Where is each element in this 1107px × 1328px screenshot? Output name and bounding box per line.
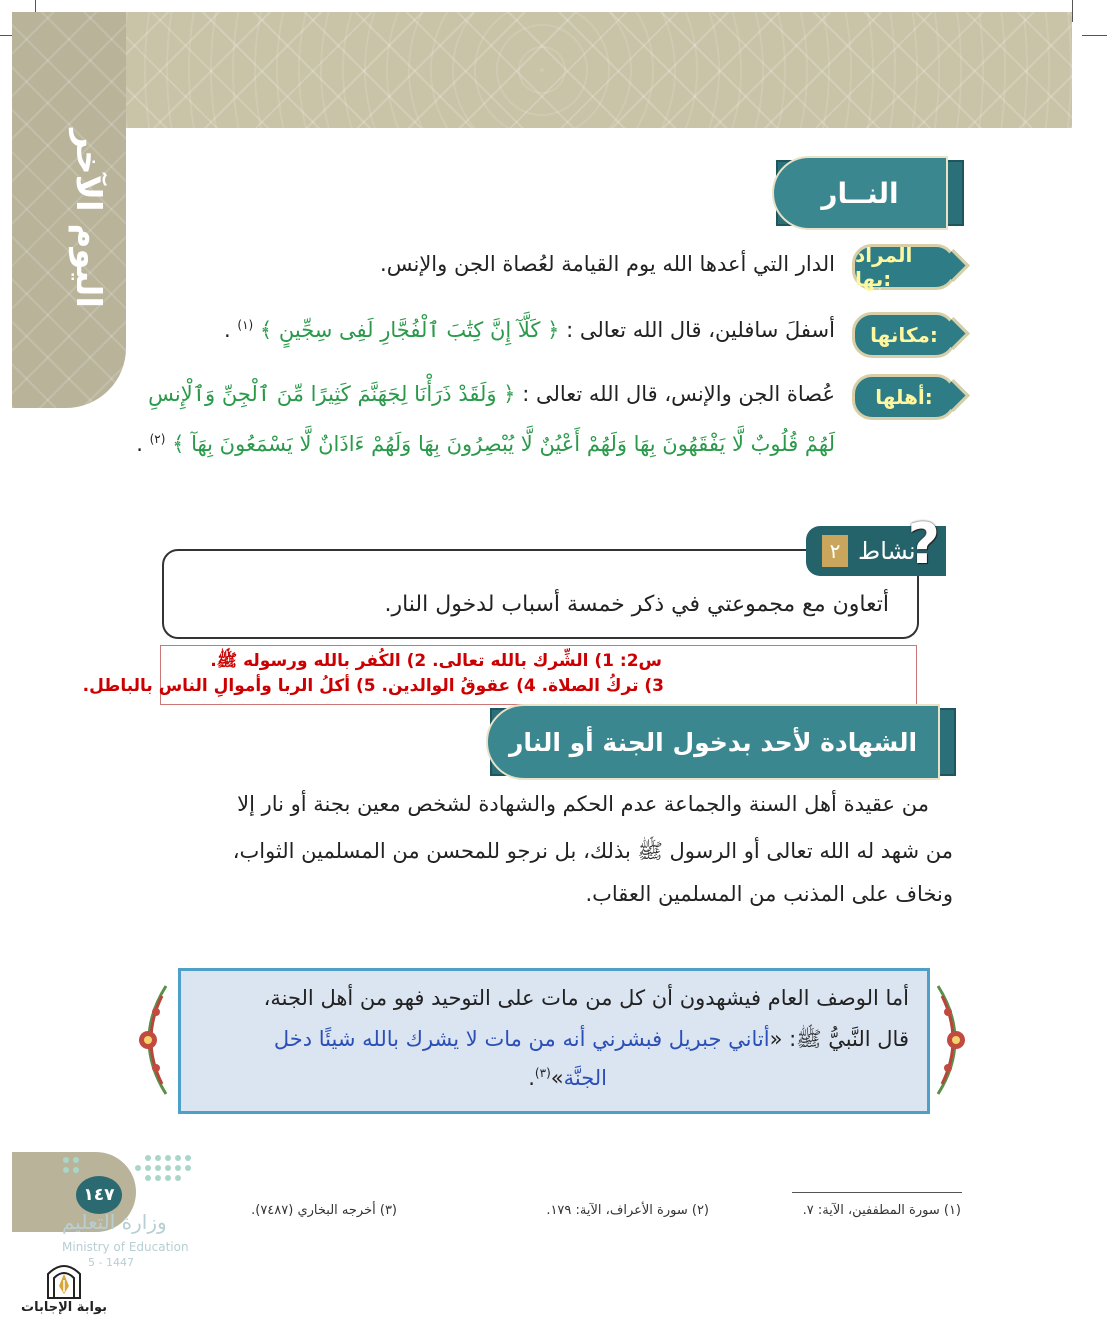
- quran-verse: ﴿ وَلَقَدْ ذَرَأْنَا لِجَهَنَّمَ كَثِيرًا مِّنَ ٱلْجِنِّ وَٱلْإِنسِ: [148, 382, 516, 406]
- label-text: مكانها:: [870, 323, 938, 347]
- footnote-3: (٣) أخرجه البخاري (٧٤٨٧).: [251, 1203, 397, 1218]
- footnote-rule: [792, 1192, 962, 1193]
- definition-text: [380, 252, 835, 276]
- punct: .: [528, 1066, 535, 1090]
- hadith-line-3: [528, 1066, 607, 1090]
- ornament-left-icon: [126, 982, 172, 1098]
- hadith-line-2: [274, 1026, 909, 1057]
- people-line: عُصاة الجن والإنس، قال الله تعالى :: [522, 382, 835, 406]
- answer-line-2: 3) تركُ الصلاة. 4) عقوقُ الوالدين. 5) أكلُ الربا وأموالِ الناس بالباطل.: [82, 676, 664, 696]
- header-pattern-band: [12, 12, 1072, 128]
- definition-line: الدار التي أعدها الله يوم القيامة لعُصاة الجن والإنس.: [380, 252, 835, 276]
- section-header-fire: [776, 160, 964, 226]
- section-title: النــار: [821, 176, 899, 210]
- punct: »: [550, 1066, 564, 1090]
- ministry-year: 5 - 1447: [88, 1256, 134, 1269]
- section-header-testimony: [490, 708, 956, 776]
- activity-text: [384, 592, 889, 617]
- hadith-line-1: [264, 986, 909, 1010]
- question-mark-icon: ?: [907, 512, 940, 577]
- activity-instruction: أتعاون مع مجموعتي في ذكر خمسة أسباب لدخول النار.: [384, 592, 889, 617]
- activity-label: نشاط: [858, 537, 916, 565]
- footnote-ref: (٢): [149, 432, 166, 446]
- answer-line-1: س2: 1) الشِّرك بالله تعالى. 2) الكُفر بالله ورسوله ﷺ.: [210, 651, 662, 671]
- footnote-1: (١) سورة المطففين، الآية: ٧.: [802, 1203, 961, 1218]
- ministry-dots-icon: [58, 1150, 198, 1210]
- hadith-quote: أتاني جبريل فبشرني أنه من مات لا يشرك بالله شيئًا دخل: [273, 1027, 770, 1051]
- paragraph-line: من عقيدة أهل السنة والجماعة عدم الحكم والشهادة لشخص معين بجنة أو نار إلا: [237, 792, 929, 816]
- people-text-cont: [136, 432, 835, 456]
- hadith-text: أما الوصف العام فيشهدون أن كل من مات على التوحيد فهو من أهل الجنة،: [263, 986, 909, 1010]
- section-title: الشهادة لأحد بدخول الجنة أو النار: [508, 727, 918, 757]
- portal-logo-icon: [42, 1256, 86, 1300]
- footnote-ref: (١): [237, 318, 254, 332]
- chapter-title: اليوم الآخر: [68, 128, 108, 308]
- activity-number: ٢: [822, 535, 848, 567]
- footnote-ref: (٣): [534, 1066, 551, 1080]
- ornament-right-icon: [932, 982, 978, 1098]
- activity-tab: [806, 512, 946, 577]
- crop-mark: [1082, 35, 1107, 36]
- portal-name: بوابة الإجابات: [21, 1300, 107, 1315]
- crop-mark: [1072, 0, 1073, 22]
- paragraph-line: من شهد له الله تعالى أو الرسول ﷺ بذلك، بل نرجو للمحسن من المسلمين الثواب،: [232, 839, 953, 863]
- label-pill-place: [852, 312, 956, 358]
- footnote-2: (٢) سورة الأعراف، الآية: ١٧٩.: [546, 1203, 709, 1218]
- people-text: [148, 382, 835, 406]
- place-line: أسفلَ سافلين، قال الله تعالى :: [566, 318, 835, 342]
- ministry-name-en: Ministry of Education: [62, 1240, 189, 1254]
- answer-box: [82, 645, 917, 705]
- ministry-name-ar: وزارة التعليم: [62, 1210, 167, 1234]
- hadith-quote-end: الجنَّة: [563, 1066, 607, 1090]
- label-text: المراد بها:: [855, 243, 913, 291]
- page-number: ١٤٧: [76, 1176, 122, 1214]
- hadith-intro: قال النَّبيُّ ﷺ: «: [769, 1027, 909, 1051]
- section-header-inner: [772, 156, 948, 230]
- paragraph-line: ونخاف على المذنب من المسلمين العقاب.: [585, 882, 953, 906]
- place-text: [224, 318, 835, 342]
- quran-verse-cont: لَهُمْ قُلُوبٌ لَّا يَفْقَهُونَ بِهَا وَلَهُمْ أَعْيُنٌ لَّا يُبْصِرُونَ بِهَا وَلَهُمْ ءَاذَانٌ لَّا يَسْمَعُونَ بِهَآ ﴾: [172, 432, 835, 456]
- label-pill-people: [852, 374, 956, 420]
- quran-verse: ﴿ كَلَّآ إِنَّ كِتَٰبَ ٱلْفُجَّارِ لَفِى سِجِّينٍ ﴾: [259, 318, 560, 342]
- label-pill-meaning: [852, 244, 956, 290]
- punct: .: [224, 318, 231, 342]
- punct: .: [136, 432, 143, 456]
- section-header-inner: [486, 704, 940, 780]
- label-text: أهلها:: [875, 385, 933, 409]
